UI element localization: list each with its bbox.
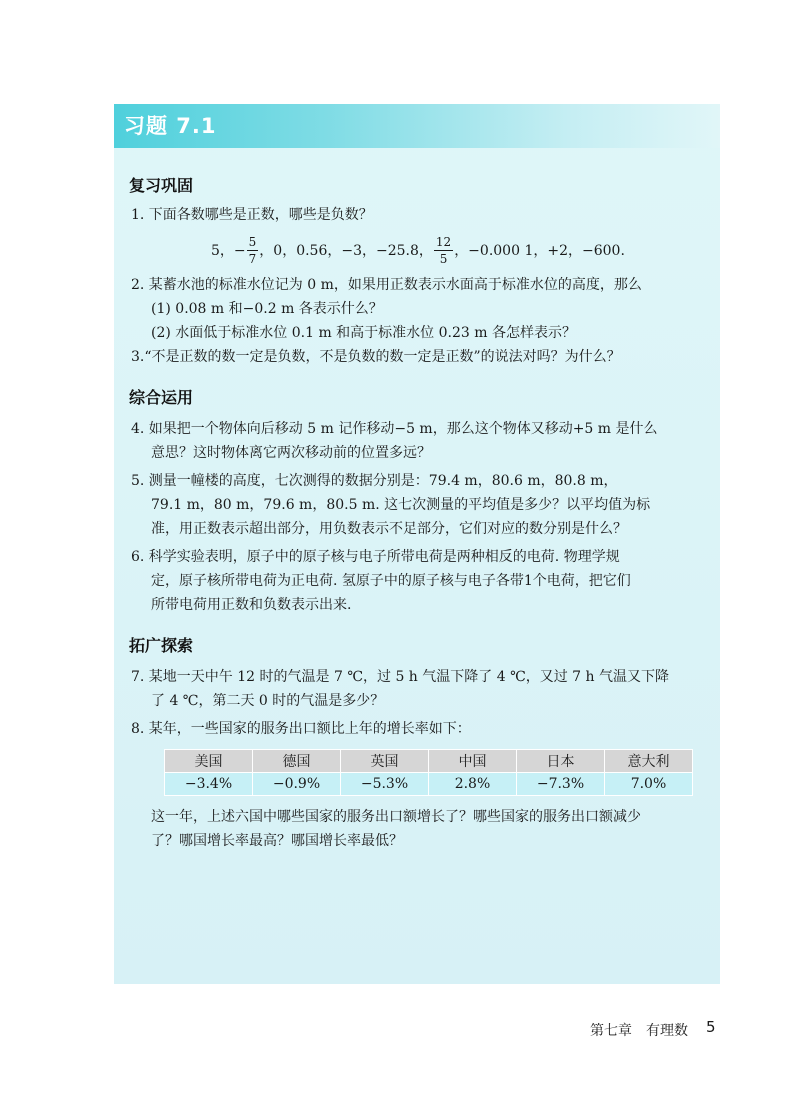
- formula-part-2: ，0，0.56，−3，−25.8，: [259, 243, 433, 259]
- exercise-title: 习题 7.1: [124, 114, 217, 138]
- table-cell: −7.3%: [517, 773, 605, 796]
- question-2: 2. 某蓄水池的标准水位记为 0 m，如果用正数表示水面高于标准水位的高度，那么: [131, 277, 642, 293]
- question-8: 8. 某年，一些国家的服务出口额比上年的增长率如下：: [131, 721, 471, 737]
- fraction-numerator: 12: [435, 234, 452, 249]
- table-header-cell: 中国: [429, 750, 517, 773]
- fraction-bar: [247, 250, 259, 251]
- table-header-cell: 德国: [253, 750, 341, 773]
- table-header-cell: 日本: [517, 750, 605, 773]
- question-5-line-1: 5. 测量一幢楼的高度，七次测得的数据分别是：79.4 m，80.6 m，80.8 m，: [131, 473, 618, 489]
- table-header-cell: 英国: [341, 750, 429, 773]
- question-8-after-1: 这一年，上述六国中哪些国家的服务出口额增长了？哪些国家的服务出口额减少: [151, 809, 641, 825]
- question-7-line-2: 了 4 ℃，第二天 0 时的气温是多少？: [151, 693, 385, 709]
- footer-chapter: 第七章 有理数: [590, 1023, 688, 1039]
- question-2-sub-1: (1) 0.08 m 和−0.2 m 各表示什么？: [151, 301, 383, 317]
- fraction-numerator: 5: [248, 234, 257, 249]
- formula-part-3: ，−0.000 1，+2，−600.: [454, 243, 625, 259]
- page-number: 5: [706, 1018, 716, 1036]
- fraction-denominator: 5: [439, 251, 448, 266]
- question-1: 1. 下面各数哪些是正数，哪些是负数？: [131, 207, 373, 223]
- question-4-line-1: 4. 如果把一个物体向后移动 5 m 记作移动−5 m，那么这个物体又移动+5 m 是什么: [131, 421, 658, 437]
- question-5-line-3: 准，用正数表示超出部分，用负数表示不足部分，它们对应的数分别是什么？: [151, 521, 627, 537]
- fraction-5-7: [248, 235, 258, 266]
- table-cell: −3.4%: [165, 773, 253, 796]
- question-6-line-3: 所带电荷用正数和负数表示出来.: [151, 597, 352, 613]
- growth-rate-table: [164, 749, 693, 796]
- section-title-extend: 拓广探索: [129, 636, 194, 655]
- table-cell: −5.3%: [341, 773, 429, 796]
- question-6-line-1: 6. 科学实验表明，原子中的原子核与电子所带电荷是两种相反的电荷. 物理学规: [131, 549, 620, 565]
- formula-part-1: 5，−: [211, 243, 246, 259]
- table-cell: −0.9%: [253, 773, 341, 796]
- question-2-sub-2: (2) 水面低于标准水位 0.1 m 和高于标准水位 0.23 m 各怎样表示？: [151, 325, 576, 341]
- question-5-line-2: 79.1 m，80 m，79.6 m，80.5 m. 这七次测量的平均值是多少？以平均值为标: [151, 497, 651, 513]
- table-cell: 7.0%: [605, 773, 693, 796]
- section-title-review: 复习巩固: [129, 176, 194, 195]
- table-header-cell: 意大利: [605, 750, 693, 773]
- table-header-row: [165, 750, 693, 773]
- question-7-line-1: 7. 某地一天中午 12 时的气温是 7 ℃，过 5 h 气温下降了 4 ℃，又过 7 h 气温又下降: [131, 669, 670, 685]
- fraction-bar: [434, 250, 453, 251]
- question-1-formula: [0, 228, 800, 272]
- table-cell: 2.8%: [429, 773, 517, 796]
- question-8-after-2: 了？哪国增长率最高？哪国增长率最低？: [151, 833, 403, 849]
- fraction-denominator: 7: [248, 251, 257, 266]
- question-3: 3.“不是正数的数一定是负数，不是负数的数一定是正数”的说法对吗？为什么？: [131, 349, 621, 365]
- question-6-line-2: 定，原子核所带电荷为正电荷. 氢原子中的原子核与电子各带1个电荷，把它们: [151, 573, 631, 589]
- table-header-cell: 美国: [165, 750, 253, 773]
- fraction-12-5: [435, 235, 452, 266]
- section-title-apply: 综合运用: [129, 388, 194, 407]
- table-row: [165, 773, 693, 796]
- question-4-line-2: 意思？这时物体离它两次移动前的位置多远？: [151, 445, 431, 461]
